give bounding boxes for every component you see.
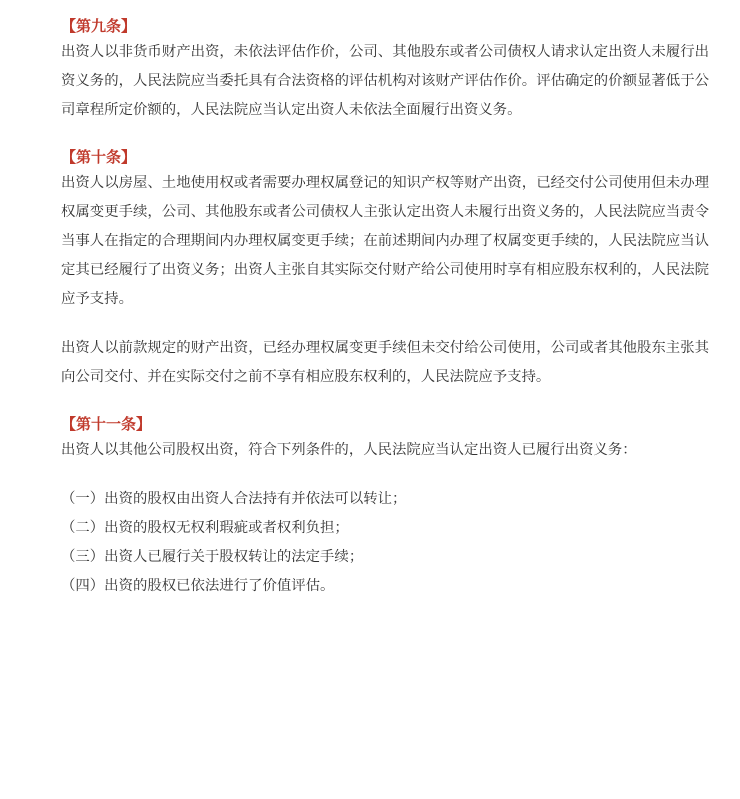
article-11-item-3: （三）出资人已履行关于股权转让的法定手续； bbox=[61, 549, 364, 565]
article-10-paragraph-1: 出资人以房屋、土地使用权或者需要办理权属登记的知识产权等财产出资，已经交付公司使用但未办理权属变更手续，公司、其他股东或者公司债权人主张认定出资人未履行出资义务的，人民法院应当责令当事人在指定的合理期间内办理权属变更手续；在前述期间内办理了权属变更手续的，人民法院应当认定其已经履行了出资义务；出资人主张自其实际交付财产给公司使用时享有相应股东权利的，人民法院应予支持。 bbox=[61, 175, 709, 307]
document-body bbox=[61, 14, 709, 601]
article-10-paragraph-2: 出资人以前款规定的财产出资，已经办理权属变更手续但未交付给公司使用，公司或者其他股东主张其向公司交付、并在实际交付之前不享有相应股东权利的，人民法院应予支持。 bbox=[61, 340, 709, 385]
article-9-paragraph: 出资人以非货币财产出资，未依法评估作价，公司、其他股东或者公司债权人请求认定出资人未履行出资义务的，人民法院应当委托具有合法资格的评估机构对该财产评估作价。评估确定的价额显著低于公司章程所定价额的，人民法院应当认定出资人未依法全面履行出资义务。 bbox=[61, 44, 709, 118]
article-9-heading: 【第九条】 bbox=[61, 17, 137, 35]
article-11-item-4: （四）出资的股权已依法进行了价值评估。 bbox=[61, 578, 335, 594]
article-11-item-2: （二）出资的股权无权利瑕疵或者权利负担； bbox=[61, 520, 349, 536]
article-10-heading: 【第十条】 bbox=[61, 148, 137, 166]
article-11-heading: 【第十一条】 bbox=[61, 415, 152, 433]
article-11-paragraph: 出资人以其他公司股权出资，符合下列条件的，人民法院应当认定出资人已履行出资义务： bbox=[61, 442, 637, 458]
article-11-item-1: （一）出资的股权由出资人合法持有并依法可以转让； bbox=[61, 491, 407, 507]
